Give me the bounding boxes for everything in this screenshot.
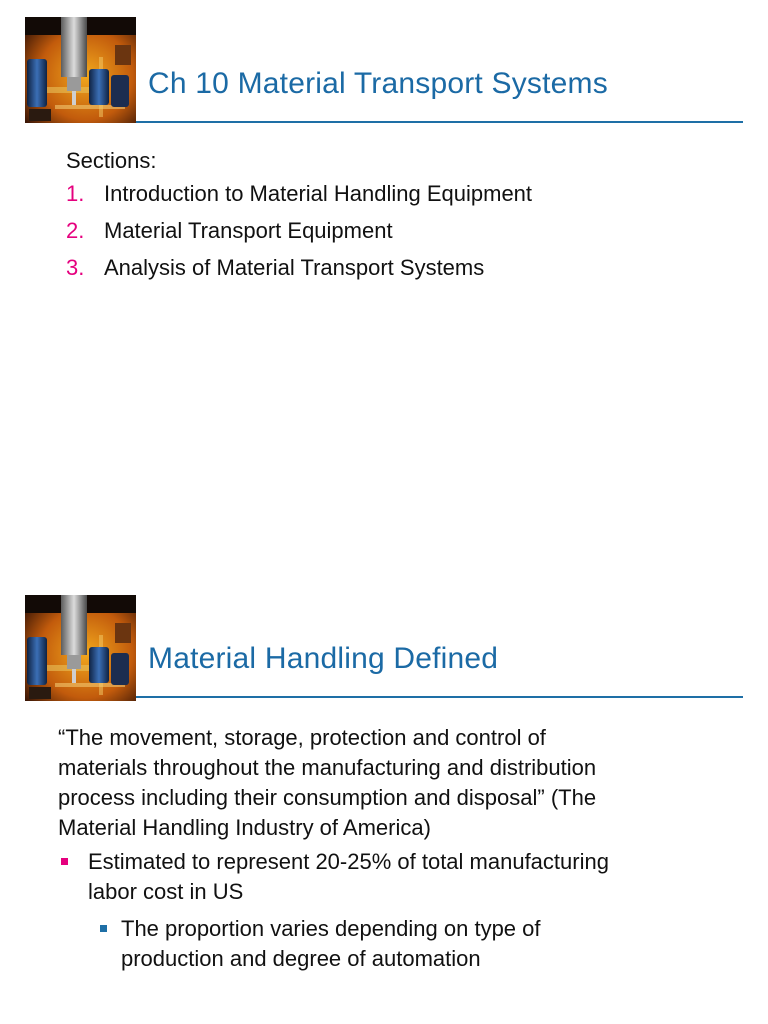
section-text: Analysis of Material Transport Systems [104, 255, 485, 280]
section-text: Introduction to Material Handling Equipment [104, 181, 533, 206]
slide-2-body [58, 723, 738, 974]
title-underline [136, 696, 743, 698]
section-number: 2. [66, 218, 85, 243]
quote-line: materials throughout the manufacturing and distribution [58, 755, 597, 780]
section-number: 1. [66, 181, 85, 206]
section-number: 3. [66, 255, 85, 280]
title-underline [136, 121, 743, 123]
quote-line: process including their consumption and disposal” (The [58, 785, 597, 810]
slide-title: Material Handling Defined [148, 642, 499, 675]
sections-list [66, 181, 532, 292]
bullet-line: labor cost in US [88, 879, 244, 904]
quote-line: “The movement, storage, protection and control of [58, 725, 546, 750]
bullet-line: Estimated to represent 20-25% of total manufacturing [88, 849, 609, 874]
sub-bullet-line: The proportion varies depending on type of [121, 916, 541, 941]
sub-bullet-line: production and degree of automation [121, 946, 481, 971]
sections-label: Sections: [66, 148, 157, 173]
section-text: Material Transport Equipment [104, 218, 393, 243]
section-item [66, 218, 532, 255]
definition-quote [58, 723, 738, 843]
slide-title: Ch 10 Material Transport Systems [148, 67, 608, 100]
quote-line: Material Handling Industry of America) [58, 815, 431, 840]
section-item [66, 255, 532, 292]
bullet-item-level-2 [58, 914, 738, 974]
circuit-board-photo-icon [25, 17, 136, 123]
circuit-board-photo-icon [25, 595, 136, 701]
bullet-item-level-1 [58, 847, 738, 907]
section-item [66, 181, 532, 218]
